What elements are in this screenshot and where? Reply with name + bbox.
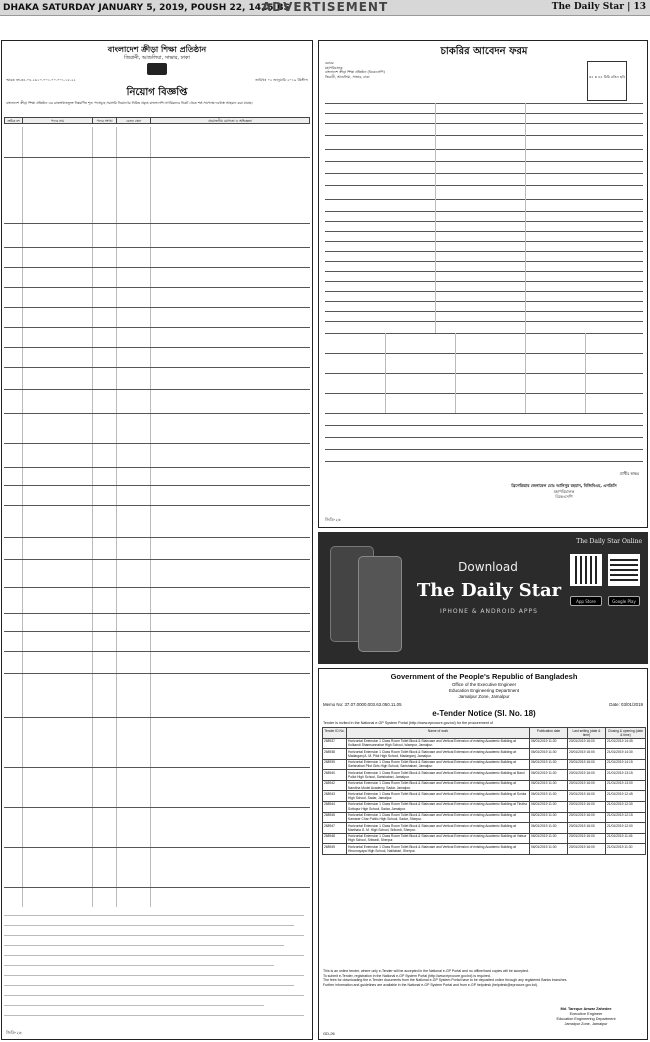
tender-cell: 21/01/2019 14:15: [606, 759, 646, 770]
to-line: বাংলাদেশ ক্রীড়া শিক্ষা প্রতিষ্ঠান (বিকেএসপি): [325, 70, 385, 75]
tender-notes: [323, 969, 645, 988]
col-qualification: প্রয়োজনীয় যোগ্যতা ও অভিজ্ঞতা: [151, 118, 310, 124]
download-label: Download: [458, 560, 518, 574]
tender-cell: 06/01/2019 11:30: [530, 738, 568, 749]
tender-cell: 06/01/2019 11:30: [530, 749, 568, 760]
tender-cell: 20/01/2019 16:00: [568, 770, 606, 781]
form-title: চাকরির আবেদন ফরম: [440, 46, 528, 57]
tender-cell: 20/01/2019 16:00: [568, 759, 606, 770]
tender-cell: 268940: [323, 770, 347, 781]
tender-cell: 06/01/2019 11:30: [530, 812, 568, 823]
tender-row: [323, 749, 646, 760]
daily-star-app-ad: [318, 532, 648, 664]
google-play-badge[interactable]: Google Play: [608, 596, 640, 606]
tender-cell: 06/01/2019 11:30: [530, 770, 568, 781]
page-folio: The Daily Star | 13: [551, 2, 646, 12]
tender-row: [323, 780, 646, 791]
sig-role: Executive Engineer: [569, 1012, 603, 1017]
tender-cell: 06/01/2019 11:30: [530, 759, 568, 770]
tender-rows: [323, 738, 646, 854]
tender-cell: 20/01/2019 16:00: [568, 780, 606, 791]
bksp-date: তারিখঃ ০২ জানুয়ারি ২০১৯ খ্রিস্টাব্দ: [255, 78, 308, 82]
tender-cell: 20/01/2019 16:00: [568, 833, 606, 844]
th-tender-id: Tender ID No.: [323, 728, 347, 739]
tender-row: [323, 812, 646, 823]
tender-code: GD-26: [323, 1031, 335, 1036]
note: Further information and guidelines are available in the National e-GP System Portal and from e-GP helpdesk (helpdesk@eprocure.gov.bd).: [323, 983, 538, 988]
bksp-posts-table: [4, 117, 310, 124]
tender-cell: Horizontal Extension 1 Class Room Toilet Block & Staircase and Vertical Extension of existing Academic Building at Madarganj A. M. Pilot High School, Madarganj, Jamalpur.: [347, 749, 530, 760]
tender-cell: 268943: [323, 791, 347, 802]
zone-line: Jamalpur Zone, Jamalpur: [458, 694, 510, 699]
tender-cell: 06/01/2019 11:30: [530, 823, 568, 834]
tender-cell: 20/01/2019 16:00: [568, 844, 606, 855]
bksp-footer-code: জিডি-২৬: [6, 1030, 22, 1035]
tender-cell: 268937: [323, 738, 347, 749]
col-post: পদের নাম: [23, 118, 93, 124]
sig-dept: Education Engineering Department: [556, 1017, 616, 1022]
tender-cell: 06/01/2019 11:30: [530, 780, 568, 791]
note: The fees for downloading the e-Tender documents from the National e-GP System Portal have to be deposited online through any registered Banks branches.: [323, 978, 568, 983]
tender-cell: 268948: [323, 833, 347, 844]
tender-cell: 21/01/2019 12:45: [606, 791, 646, 802]
job-application-form-ad: [318, 40, 648, 528]
tender-cell: 268945: [323, 812, 347, 823]
form-code: জিডি-২৬: [325, 517, 341, 522]
tender-cell: 21/01/2019 12:15: [606, 812, 646, 823]
tender-cell: Horizontal Extension 1 Class Room Toilet Block & Staircase and Vertical Extension of existing Academic Building at Tirutha Sottopur High School, Sadar, Jamalpur.: [347, 801, 530, 812]
sig-name: Md. Tareque Anwar Zahedee: [560, 1007, 612, 1011]
tender-cell: 21/01/2019 12:00: [606, 823, 646, 834]
tender-cell: 21/01/2019 11:30: [606, 844, 646, 855]
col-scale: বেতন স্কেল: [117, 118, 151, 124]
form-fields: [325, 103, 643, 473]
col-serial: ক্রমিক নং: [5, 118, 23, 124]
to-line: মহাপরিচালক: [325, 65, 343, 70]
dept-line: Education Engineering Department: [448, 688, 520, 693]
bksp-address: জিরানী, আশুলিয়া, সাভার, ঢাকা: [124, 55, 190, 61]
tender-signatory: [531, 1007, 641, 1028]
tender-cell: 268947: [323, 823, 347, 834]
sig-zone: Jamalpur Zone, Jamalpur: [564, 1022, 608, 1027]
form-addressee: [325, 61, 485, 79]
th-closing: Closing & opening (date & time): [606, 728, 646, 739]
tender-cell: 06/01/2019 11:30: [530, 801, 568, 812]
signatory-org: বিকেএসপি: [555, 494, 573, 500]
to-line: জিরানী, আশুলিয়া, সাভার, ঢাকা: [325, 74, 370, 79]
tender-cell: 21/01/2019 12:30: [606, 801, 646, 812]
online-logo: The Daily Star Online: [576, 538, 642, 545]
th-work: Name of work: [347, 728, 530, 739]
bksp-notice-title: নিয়োগ বিজ্ঞপ্তি: [126, 87, 188, 98]
tender-cell: 20/01/2019 16:00: [568, 791, 606, 802]
tender-cell: 268938: [323, 749, 347, 760]
tender-cell: 20/01/2019 16:00: [568, 749, 606, 760]
form-signature-label: প্রার্থীর স্বাক্ষর: [619, 471, 639, 476]
qr-code-icon: [570, 554, 602, 586]
th-publication: Publication date: [530, 728, 568, 739]
tender-cell: 21/01/2019 11:45: [606, 833, 646, 844]
tender-row: [323, 844, 646, 855]
memo-date: Date: 03/01/2019: [609, 702, 643, 707]
tender-row: [323, 770, 646, 781]
apps-label: IPHONE & ANDROID APPS: [440, 608, 538, 615]
photo-box: ৩৫ x ৪৫ মিমি রঙিন ছবি: [587, 61, 627, 101]
tender-cell: Horizontal Extension 1 Class Room Toilet Block & Staircase and Vertical Extension of existing Academic Building at Kulkandi Shamsunnahar High School, Islampur, Jamalpur.: [347, 738, 530, 749]
col-count: পদের সংখ্যা: [93, 118, 117, 124]
tender-cell: 20/01/2019 16:00: [568, 823, 606, 834]
tender-cell: 21/01/2019 14:45: [606, 738, 646, 749]
tender-row: [323, 833, 646, 844]
tender-cell: 20/01/2019 16:00: [568, 801, 606, 812]
note: This is an online tender, where only e-Tender will be accepted in the National e-GP Portal and no offline/hard copies will be accepted.: [323, 969, 529, 973]
tender-cell: Horizontal Extension 1 Class Room Toilet Block & Staircase and Vertical Extension of existing Academic Building at Sonka High School, Sadar, Jamalpur.: [347, 791, 530, 802]
tender-row: [323, 791, 646, 802]
tender-cell: Horizontal Extension 1 Class Room Toilet Block & Staircase and Vertical Extension of existing Academic Building at Kamarer Char Public High School, Sadar, Sherpur.: [347, 812, 530, 823]
tender-cell: 268944: [323, 801, 347, 812]
tender-cell: 268939: [323, 759, 347, 770]
gov-title: Government of the People's Republic of Bangladesh: [390, 672, 578, 681]
th-last-selling: Last selling (date & time): [568, 728, 606, 739]
bksp-memo: স্মারক নং-৩৪.০৪.২৬১০.০০১.০০.০০১.১৮-২২: [6, 78, 76, 82]
tender-row: [323, 738, 646, 749]
bksp-org-title: বাংলাদেশ ক্রীড়া শিক্ষা প্রতিষ্ঠান: [107, 45, 207, 54]
tender-cell: 06/01/2019 11:30: [530, 791, 568, 802]
bksp-recruitment-ad: [1, 40, 313, 1040]
bksp-intro: বাংলাদেশ ক্রীড়া শিক্ষা প্রতিষ্ঠান এর রাজস্বখাতভুক্ত নিম্নবর্ণিত শূন্য পদসমূহে সরাসরি নিয়োগের নিমিত্ত প্রকৃত বাংলাদেশি নাগরিকদের নিকট থেকে শর্ত সাপেক্ষে দরখাস্ত আহবান করা যাচ্ছে।: [6, 101, 253, 105]
memo-no: Memo No: 37.07.0000.003.63.050.11.05: [323, 702, 402, 707]
office-line: Office of the Executive Engineer: [451, 682, 517, 687]
section-label: ADVERTISEMENT: [261, 0, 389, 14]
app-store-badge[interactable]: App Store: [570, 596, 602, 606]
form-signatory: [489, 483, 639, 500]
tender-cell: 268942: [323, 780, 347, 791]
tender-cell: Horizontal Extension 1 Class Room Toilet Block & Staircase and Vertical Extension of existing Academic Building at Baroi Pollot High School, Sarishabari, Jamalpur.: [347, 770, 530, 781]
dateline: DHAKA SATURDAY JANUARY 5, 2019, POUSH 22, 1425 BS: [3, 3, 291, 13]
tender-cell: 06/01/2019 11:30: [530, 844, 568, 855]
tender-cell: 20/01/2019 16:00: [568, 738, 606, 749]
tender-row: [323, 759, 646, 770]
phone-image-2: [358, 556, 402, 652]
tender-title: e-Tender Notice (Sl. No. 18): [432, 709, 536, 718]
bksp-logo-icon: [147, 63, 167, 75]
tender-row: [323, 823, 646, 834]
daily-star-logo: The Daily Star: [416, 580, 562, 601]
e-tender-notice-ad: [318, 668, 648, 1040]
tender-table: [322, 727, 646, 855]
tender-cell: Horizontal Extension 1 Class Room Toilet Block & Staircase and Vertical Extension of existing Academic Building at Marthaia G. M. High School, Sribordi, Sherpur.: [347, 823, 530, 834]
tender-cell: Horizontal Extension 1 Class Room Toilet Block & Staircase and Vertical Extension of existing Academic Building at Hirunnoyapa High School, Nalitabari, Sherpur.: [347, 844, 530, 855]
tender-cell: 06/01/2019 11:30: [530, 833, 568, 844]
newspaper-header: [0, 0, 650, 16]
signatory-role: মহাপরিচালক: [553, 488, 575, 494]
tender-cell: Horizontal Extension 1 Class Room Toilet Block & Staircase and Vertical Extension of existing Academic Building at Vabua High School, Sribordi, Sherpur.: [347, 833, 530, 844]
bksp-posts-grid: [4, 127, 310, 907]
tender-row: [323, 801, 646, 812]
to-line: বরাবর: [325, 61, 334, 65]
tender-cell: 21/01/2019 14:30: [606, 749, 646, 760]
note: To submit e-Tender, registration in the National e-GP System Portal (http://www.eprocure.gov.bd) is required.: [323, 973, 491, 978]
tender-cell: Horizontal Extension 1 Class Room Toilet Block & Staircase and Vertical Extension of existing Academic Building at Sarishabari Pilot Girls High School, Sarishabari, Jamalpur.: [347, 759, 530, 770]
bksp-conditions: [4, 909, 310, 1033]
tender-cell: 20/01/2019 16:00: [568, 812, 606, 823]
tender-cell: 268949: [323, 844, 347, 855]
tender-cell: 21/01/2019 13:15: [606, 770, 646, 781]
signatory-name: ব্রিগেডিয়ার জেনারেল মোঃ আনিসুর রহমান, বিজিবিএম, এনডিসি: [511, 483, 617, 488]
tender-cell: Horizontal Extension 1 Class Room Toilet Block & Staircase and Vertical Extension of existing Academic Building at Nandina Model Academy, Sadar, Jamalpur.: [347, 780, 530, 791]
tender-cell: 21/01/2019 13:00: [606, 780, 646, 791]
qr-code-icon: [608, 554, 640, 586]
tender-invite: Tender is invited in the National e-GP System Portal (http://www.eprocure.gov.bd) for the procurement of: [323, 721, 493, 725]
